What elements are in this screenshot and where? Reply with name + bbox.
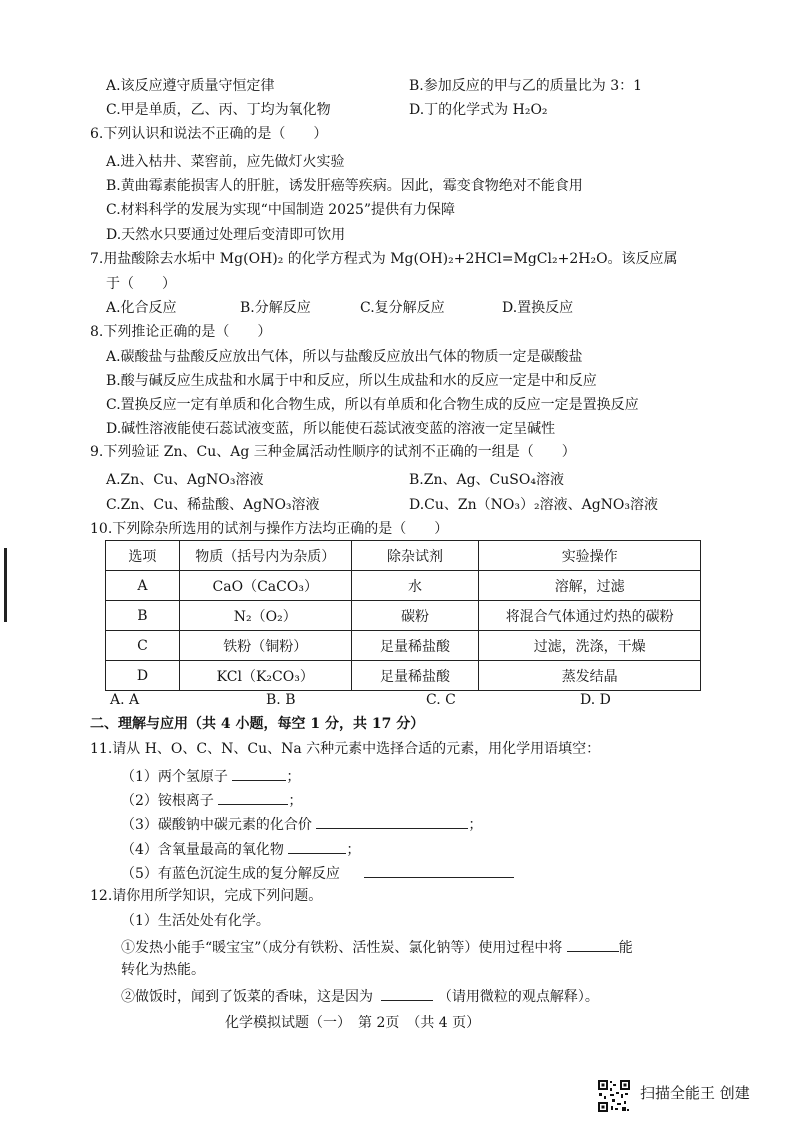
q11-item-5 (121, 863, 514, 883)
q10-option-a: A. A (110, 692, 140, 708)
table-row (106, 571, 701, 601)
q12-part-1a-text: ①发热小能手“暖宝宝”（成分有铁粉、活性炭、氯化钠等）使用过程中将 (121, 940, 563, 956)
answer-blank[interactable] (232, 766, 286, 781)
question-7-cont: 于（ ） (106, 276, 176, 292)
question-10: 10.下列除杂所选用的试剂与操作方法均正确的是（ ） (90, 521, 449, 537)
q11-item-4 (121, 839, 360, 859)
option-d-prev: D.丁的化学式为 H₂O₂ (409, 102, 548, 118)
q8-option-d: D.碱性溶液能使石蕊试液变蓝，所以能使石蕊试液变蓝的溶液一定呈碱性 (106, 421, 556, 437)
option-a-prev: A.该反应遵守质量守恒定律 (106, 78, 275, 94)
q8-option-b: B.酸与碱反应生成盐和水属于中和反应，所以生成盐和水的反应一定是中和反应 (106, 373, 597, 389)
q9-option-d: D.Cu、Zn（NO₃）₂溶液、AgNO₃溶液 (409, 497, 659, 513)
answer-blank[interactable] (288, 839, 346, 854)
impurity-removal-table (105, 540, 701, 691)
table-row (106, 631, 701, 661)
q10-option-d: D. D (580, 692, 611, 708)
table-cell: 将混合气体通过灼热的碳粉 (479, 601, 701, 631)
table-cell: 溶解，过滤 (479, 571, 701, 601)
q7-option-a: A.化合反应 (106, 300, 177, 316)
semicolon: ； (346, 842, 361, 858)
q10-option-c: C. C (426, 692, 456, 708)
question-7: 7.用盐酸除去水垢中 Mg(OH)₂ 的化学方程式为 Mg(OH)₂+2HCl=MgCl₂+2H₂O。该反应属 (90, 251, 678, 267)
table-cell: B (106, 601, 180, 631)
section-2-heading: 二、理解与应用（共 4 小题，每空 1 分，共 17 分） (90, 716, 425, 732)
answer-blank[interactable] (567, 937, 619, 952)
table-header: 选项 (106, 541, 180, 571)
q6-option-b: B.黄曲霉素能损害人的肝脏，诱发肝癌等疾病。因此，霉变食物绝对不能食用 (106, 178, 583, 194)
q8-option-c: C.置换反应一定有单质和化合物生成，所以有单质和化合物生成的反应一定是置换反应 (106, 397, 639, 413)
option-c-prev: C.甲是单质，乙、丙、丁均为氧化物 (106, 102, 331, 118)
table-cell: 水 (351, 571, 479, 601)
q11-item-2 (121, 790, 302, 810)
table-cell: 蒸发结晶 (479, 661, 701, 691)
q11-item-5-label: （5）有蓝色沉淀生成的复分解反应 (121, 866, 340, 882)
q11-item-3 (121, 814, 482, 834)
table-row (106, 601, 701, 631)
table-cell: CaO（CaCO₃） (179, 571, 351, 601)
qr-code-icon (597, 1079, 631, 1113)
q11-item-4-label: （4）含氧量最高的氧化物 (121, 842, 284, 858)
scanner-watermark: 扫描全能王 创建 (640, 1084, 750, 1102)
answer-blank[interactable] (381, 986, 433, 1001)
q10-option-b: B. B (266, 692, 296, 708)
question-8: 8.下列推论正确的是（ ） (90, 324, 272, 340)
q8-option-a: A.碳酸盐与盐酸反应放出气体，所以与盐酸反应放出气体的物质一定是碳酸盐 (106, 349, 583, 365)
table-header-row (106, 541, 701, 571)
table-header: 实验操作 (479, 541, 701, 571)
q12-part-1: （1）生活处处有化学。 (121, 913, 270, 929)
q9-option-c: C.Zn、Cu、稀盐酸、AgNO₃溶液 (106, 497, 320, 513)
table-cell: 铁粉（铜粉） (179, 631, 351, 661)
q7-option-b: B.分解反应 (240, 300, 311, 316)
q7-option-c: C.复分解反应 (360, 300, 445, 316)
answer-blank[interactable] (364, 863, 514, 878)
semicolon: ； (468, 817, 483, 833)
table-cell: 足量稀盐酸 (351, 631, 479, 661)
answer-blank[interactable] (316, 814, 468, 829)
semicolon: ； (288, 793, 303, 809)
question-11: 11.请从 H、O、C、N、Cu、Na 六种元素中选择合适的元素，用化学用语填空： (90, 741, 601, 757)
q7-option-d: D.置换反应 (502, 300, 574, 316)
q9-option-a: A.Zn、Cu、AgNO₃溶液 (106, 472, 264, 488)
binding-edge-mark (4, 548, 7, 622)
q12-part-1a-end: 能 (618, 940, 633, 956)
table-row (106, 661, 701, 691)
q12-part-1b-text: ②做饭时，闻到了饭菜的香味，这是因为 (121, 989, 373, 1005)
q11-item-1-label: （1）两个氢原子 (121, 769, 228, 785)
q11-item-3-label: （3）碳酸钠中碳元素的化合价 (121, 817, 312, 833)
q6-option-c: C.材料科学的发展为实现“中国制造 2025”提供有力保障 (106, 202, 456, 218)
q12-part-1b (121, 986, 599, 1006)
table-header: 物质（括号内为杂质） (179, 541, 351, 571)
option-b-prev: B.参加反应的甲与乙的质量比为 3：1 (409, 78, 643, 94)
q6-option-d: D.天然水只要通过处理后变清即可饮用 (106, 227, 346, 243)
table-cell: 碳粉 (351, 601, 479, 631)
answer-blank[interactable] (218, 790, 288, 805)
q11-item-2-label: （2）铵根离子 (121, 793, 214, 809)
question-12: 12.请你用所学知识，完成下列问题。 (90, 888, 323, 904)
table-cell: 过滤，洗涤，干燥 (479, 631, 701, 661)
q12-part-1a (121, 937, 633, 957)
q9-option-b: B.Zn、Ag、CuSO₄溶液 (409, 472, 564, 488)
page-footer: 化学模拟试题（一） 第 2页 （共 4 页） (225, 1015, 481, 1031)
table-cell: KCl（K₂CO₃） (179, 661, 351, 691)
table-cell: D (106, 661, 180, 691)
q6-option-a: A.进入枯井、菜窖前，应先做灯火实验 (106, 154, 345, 170)
question-9: 9.下列验证 Zn、Cu、Ag 三种金属活动性顺序的试剂不正确的一组是（ ） (90, 444, 576, 460)
q12-part-1a-cont: 转化为热能。 (121, 962, 205, 978)
q11-item-1 (121, 766, 300, 786)
table-cell: N₂（O₂） (179, 601, 351, 631)
q12-part-1b-end: （请用微粒的观点解释）。 (437, 989, 599, 1005)
question-6: 6.下列认识和说法不正确的是（ ） (90, 126, 328, 142)
table-cell: A (106, 571, 180, 601)
table-cell: 足量稀盐酸 (351, 661, 479, 691)
table-header: 除杂试剂 (351, 541, 479, 571)
semicolon: ； (286, 769, 301, 785)
table-cell: C (106, 631, 180, 661)
